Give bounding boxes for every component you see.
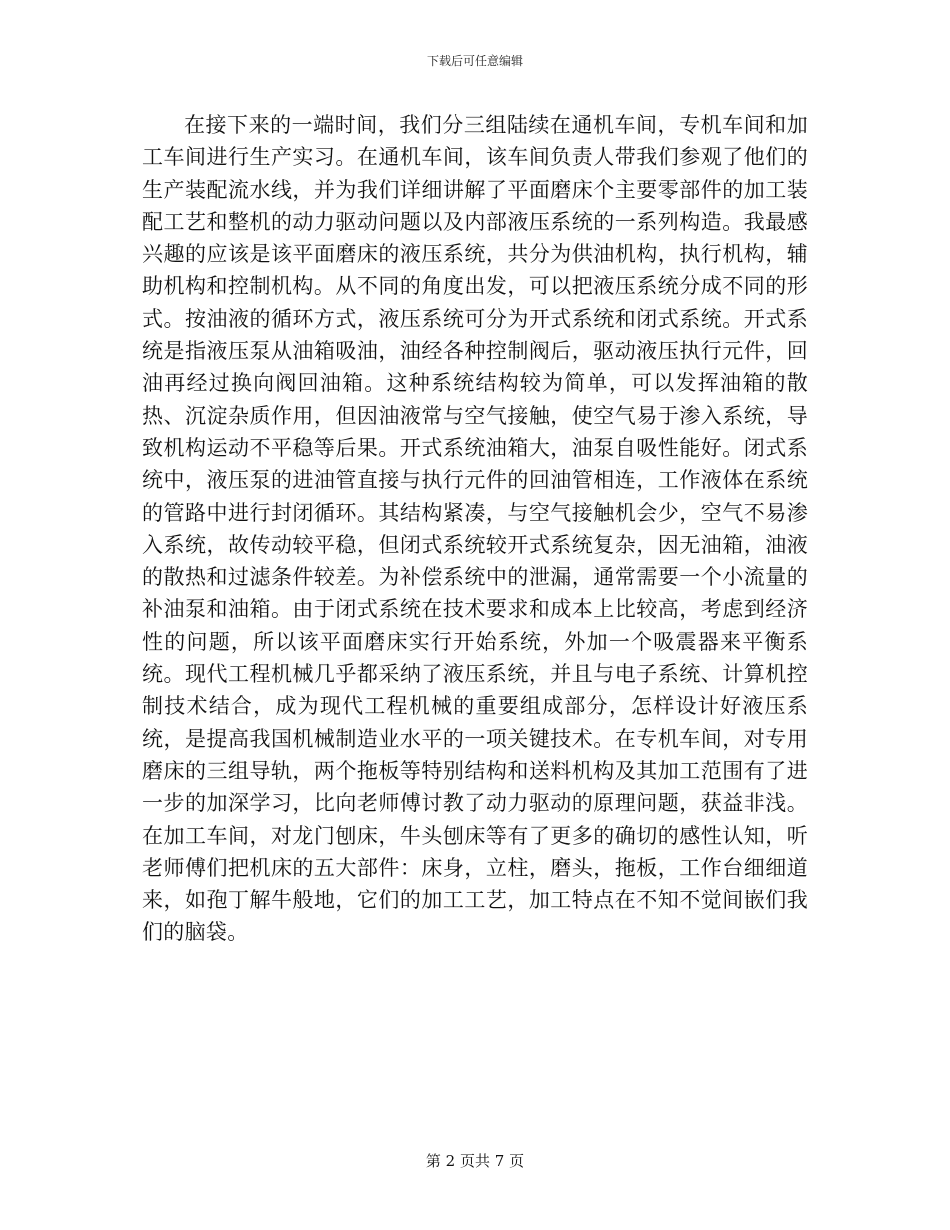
page-number: 第 2 页共 7 页 [425,1152,525,1170]
body-paragraph: 在接下来的一端时间，我们分三组陆续在通机车间，专机车间和加工车间进行生产实习。在通机车间，该车间负责人带我们参观了他们的生产装配流水线，并为我们详细讲解了平面磨床个主要零部件的加工装配工艺和整机的动力驱动问题以及内部液压系统的一系列构造。我最感兴趣的应该是该平面磨床的液压系统，共分为供油机构，执行机构，辅助机构和控制机构。从不同的角度出发，可以把液压系统分成不同的形式。按油液的循环方式，液压系统可分为开式系统和闭式系统。开式系统是指液压泵从油箱吸油，油经各种控制阀后，驱动液压执行元件，回油再经过换向阀回油箱。这种系统结构较为简单，可以发挥油箱的散热、沉淀杂质作用，但因油液常与空气接触，使空气易于渗入系统，导致机构运动不平稳等后果。开式系统油箱大，油泵自吸性能好。闭式系统中，液压泵的进油管直接与执行元件的回油管相连，工作液体在系统的管路中进行封闭循环。其结构紧凑，与空气接触机会少，空气不易渗入系统，故传动较平稳，但闭式系统较开式系统复杂，因无油箱，油液的散热和过滤条件较差。为补偿系统中的泄漏，通常需要一个小流量的补油泵和油箱。由于闭式系统在技术要求和成本上比较高，考虑到经济性的问题，所以该平面磨床实行开始系统，外加一个吸震器来平衡系统。现代工程机械几乎都采纳了液压系统，并且与电子系统、计算机控制技术结合，成为现代工程机械的重要组成部分，怎样设计好液压系统，是提高我国机械制造业水平的一项关键技术。在专机车间，对专用磨床的三组导轨，两个拖板等特别结构和送料机构及其加工范围有了进一步的加深学习，比向老师傅讨教了动力驱动的原理问题，获益非浅。在加工车间，对龙门刨床，牛头刨床等有了更多的确切的感性认知，听老师傅们把机床的五大部件：床身，立柱，磨头，拖板，工作台细细道来，如孢丁解牛般地，它们的加工工艺，加工特点在不知不觉间嵌们我们的脑袋。 [142,113,808,945]
page-header-note: 下载后可任意编辑 [426,54,523,68]
